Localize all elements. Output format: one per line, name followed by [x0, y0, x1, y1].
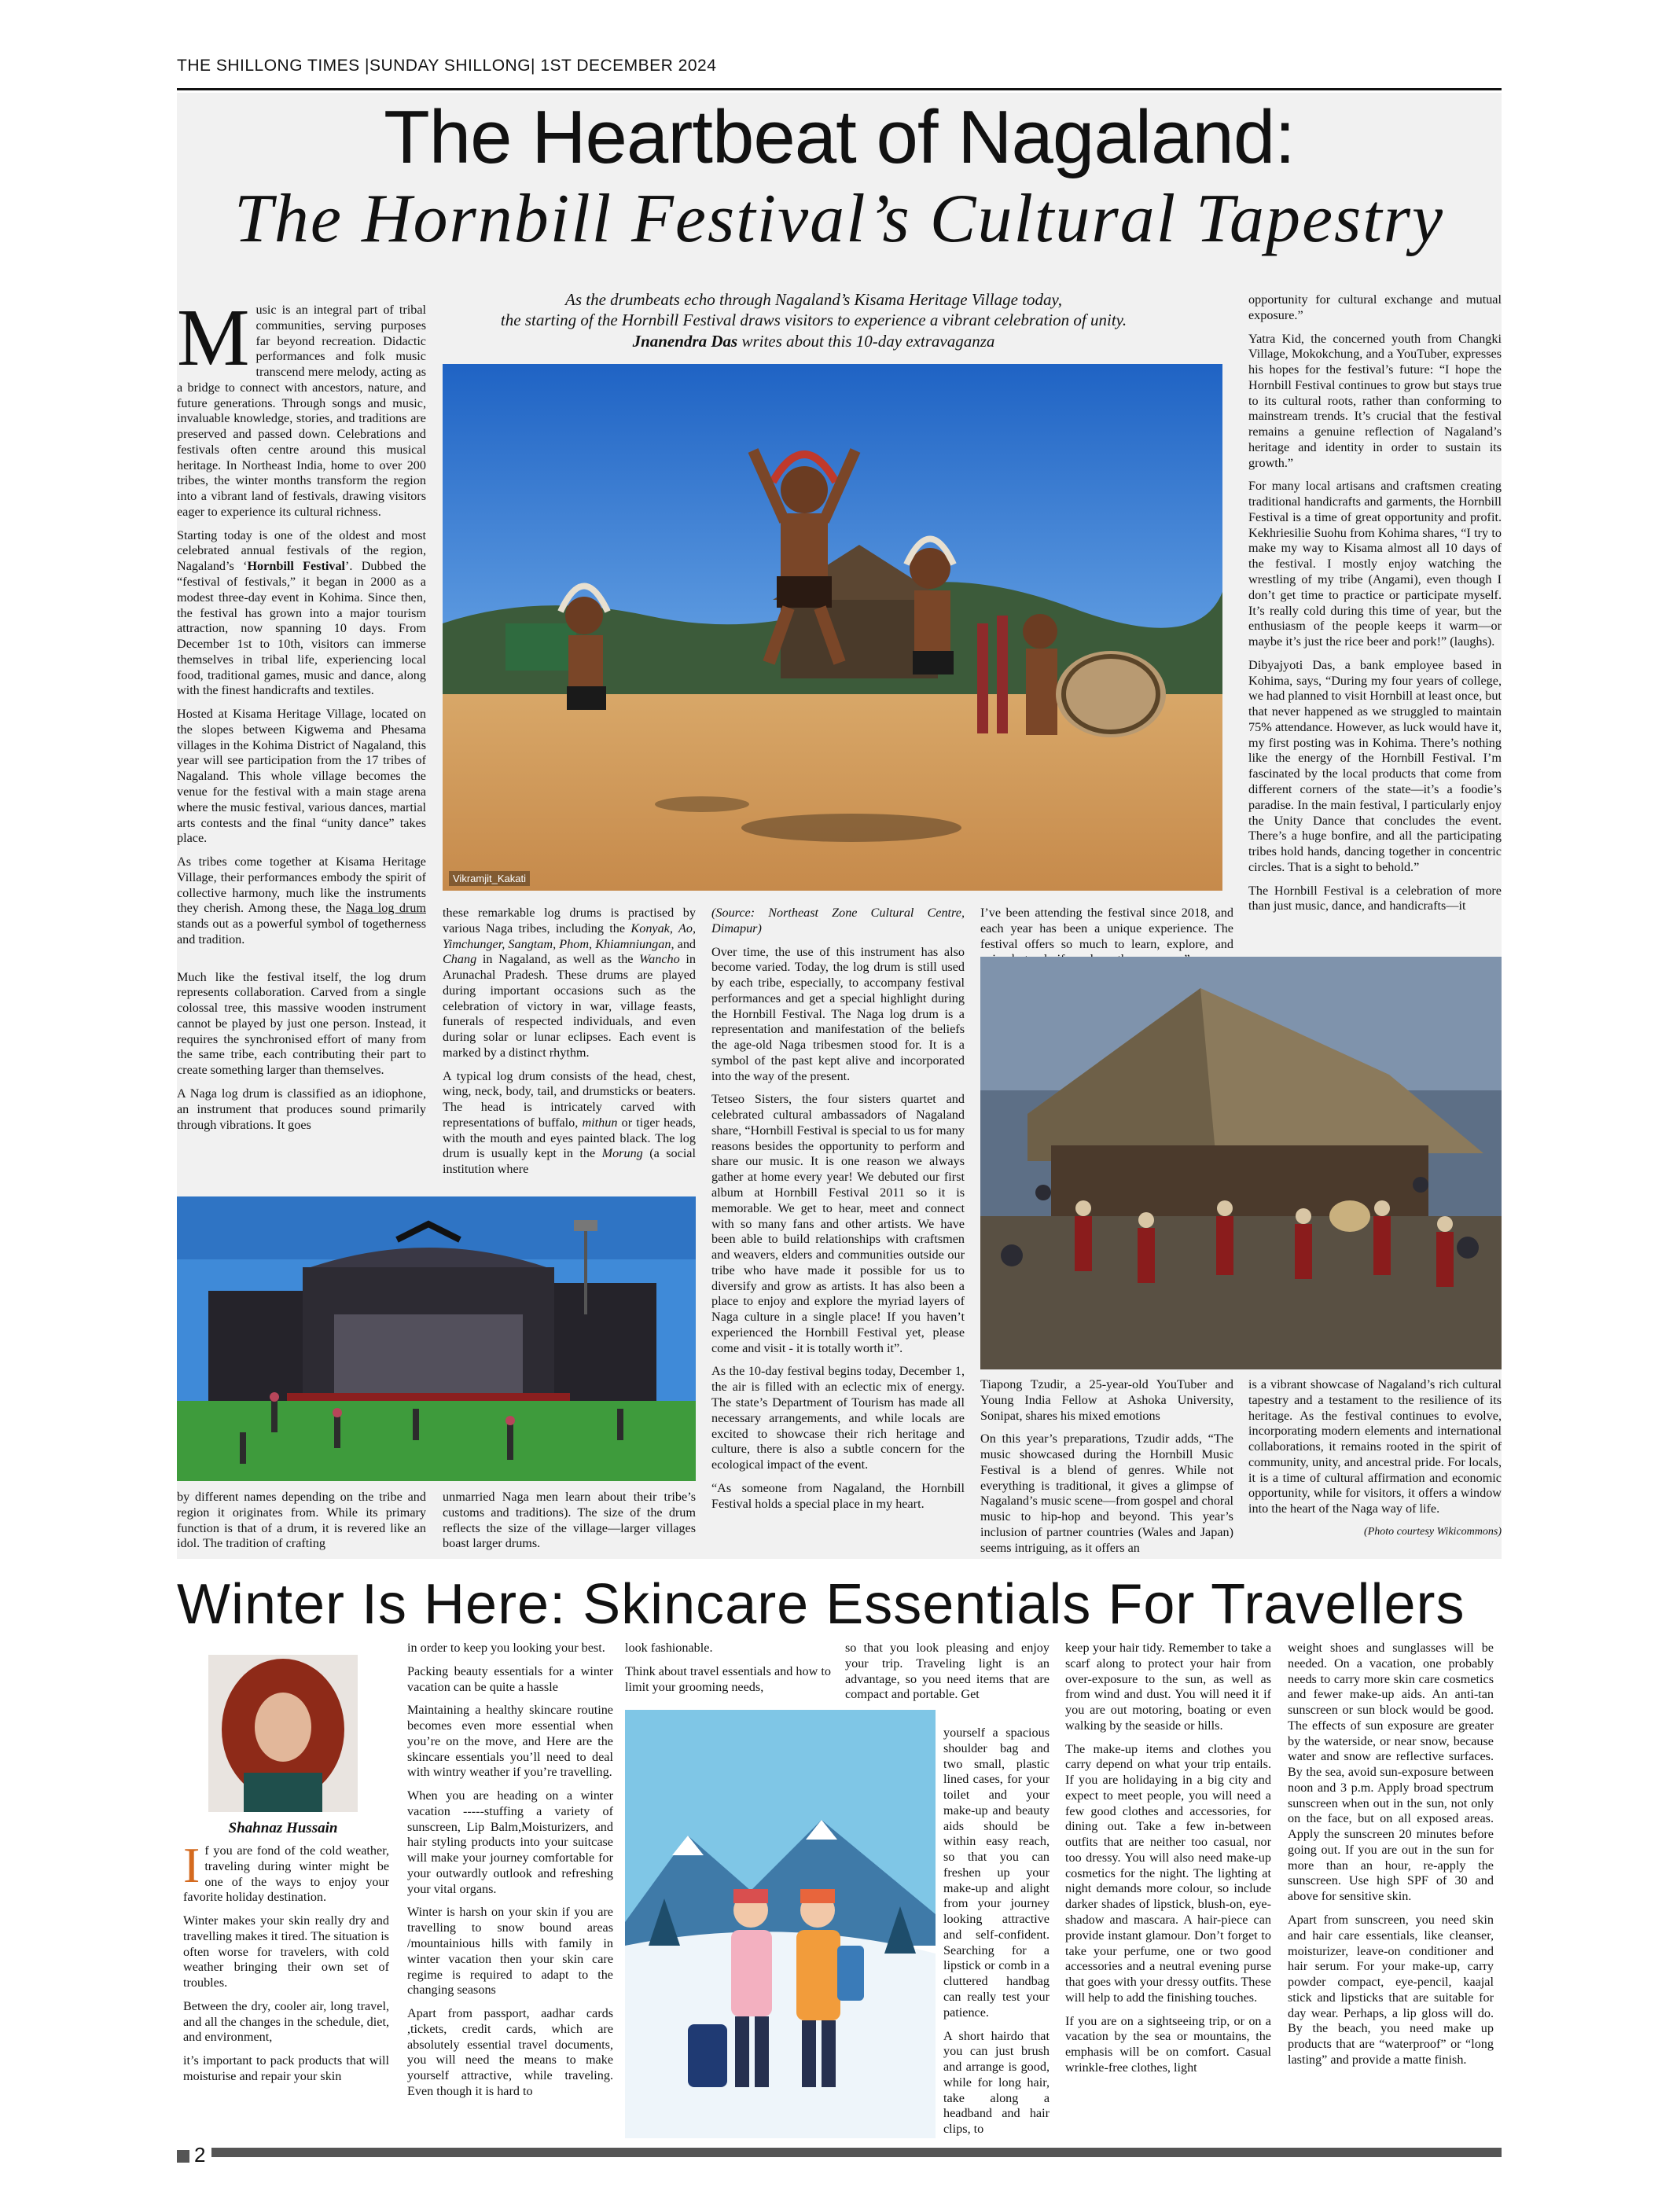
skincare-headline: Winter Is Here: Skincare Essentials For Travellers [177, 1573, 1465, 1636]
page-number [177, 2143, 211, 2167]
skincare-column-2 [407, 1641, 613, 2108]
col5-paragraph: The Hornbill Festival is a celebration of more than just music, dance, and handicrafts—it [1248, 883, 1502, 913]
col4-paragraph: I’ve been attending the festival since 2018, and each year has been a unique experience. The festival offers so much to learn, explore, and [980, 906, 1233, 951]
skincare-column-6 [1288, 1641, 1494, 2076]
col2-text: (a social institution where [443, 1146, 696, 1177]
col3-paragraph: Tetseo Sisters, the four sisters quartet and celebrated cultural ambassadors of Nagaland share, “Hornbill Festival is special to us for many reasons besides the opportunity to perform and share our music. It is one reason we always gather at home every year! We debuted our first album at Hornbill Festival 2011 so it is memorable. We get to hear, meet and connect with so many fans and other artists. We have been able to build relationships with craftsmen and weavers, elders and communities outside our tribe who have made it possible for us to diversify and grow as artists. It has also been a place to enjoy and explore the myriad layers of Naga culture in a single place! If you haven’t experienced the Hornbill Festival yet, please come and visit - it is totally worth it”. [711, 1092, 965, 1355]
photo-credit: Vikramjit_Kakati [449, 871, 530, 886]
skincare-paragraph: keep your hair tidy. Remember to take a scarf along to protect your hair from over-exposure to the sun, as well as from wind and dust. You will need it if you are out motoring, boating or even walking by the seaside or hills. [1065, 1641, 1271, 1733]
col5-paragraph: opportunity for cultural exchange and mutual exposure.” [1248, 292, 1502, 322]
bottom-continuation-2 [443, 1490, 696, 1560]
col5-paragraph: For many local artisans and craftsmen creating traditional handicrafts and garments, the Hornbill Festival is a time of great opportunity and profit. Kekhriesilie Suohu from Kohima shares, “I try to make my way to Kisama almost all 10 days of the festival. I mostly enjoy watching the wrestling of my tribe (Angami), even though I don’t get time to practice or participate myself. It’s really cold during this time of year, but the enthusiasm of the people keeps it warm—or maybe it’s just the rice beer and pork!” (laughs). [1248, 479, 1502, 649]
page-number-text: 2 [194, 2143, 206, 2167]
feature-headline: The Heartbeat of Nagaland: [384, 95, 1295, 179]
feature-subheadline: The Hornbill Festival’s Cultural Tapestry [233, 181, 1445, 257]
col2-text: in Arunachal Pradesh. These drums are played during important occasions such as the celebration of victory in war, village feasts, funerals of respected individuals, and even during solar or lunar eclipses. Each event is marked by a distinct rhythm. [443, 952, 696, 1060]
italic-word: mithun [582, 1115, 618, 1130]
skincare-paragraph: so that you look pleasing and enjoy your trip. Traveling light is an advantage, so you need items that are compact and portable. Get [845, 1641, 1050, 1702]
photo-courtesy: (Photo courtesy Wikicommons) [1364, 1525, 1502, 1538]
tribe-name: Wancho [639, 952, 680, 967]
dropcap: M [177, 292, 250, 383]
skincare-paragraph: it’s important to pack products that will moisturise and repair your skin [183, 2053, 389, 2083]
skincare-paragraph: Think about travel essentials and how to limit your grooming needs, [625, 1663, 831, 1694]
source-note: (Source: Northeast Zone Cultural Centre, Dimapur) [711, 906, 965, 935]
skincare-paragraph: look fashionable. [625, 1641, 713, 1655]
author-name: Shahnaz Hussain [228, 1820, 338, 1836]
skincare-column-4-wrap [943, 1726, 1050, 2145]
col1-text: Starting today is one of the oldest and most celebrated annual festivals of the region, Nagaland’s ‘ [177, 527, 426, 574]
col4-paragraph: On this year’s preparations, Tzudir adds, “The music showcased during the Hornbill Music Festival is a blend of genres. While not everything is traditional, it gives a glimpse of Nagaland’s music scene—from gospel and choral music to hip-hop and beyond. This year’s inclusion of partner countries (Wales and Japan) seems intriguing, as it offers an [980, 1432, 1233, 1555]
tribe-names: Konyak, Ao, Yimchunger, Sangtam, Phom, Khiamniungan, [443, 921, 696, 951]
skincare-column-4-top [845, 1641, 1050, 1711]
skincare-paragraph: in order to keep you looking your best. [407, 1641, 605, 1655]
col5-paragraph: is a vibrant showcase of Nagaland’s rich cultural tapestry and a testament to the resilience of its heritage. As the festival continues to evolve, incorporating modern elements and international collaborations, it remains rooted in the spirit of community, unity, and ancestral pride. For locals, it is a time of cultural affirmation and economic opportunity, while for visitors, it offers a window into the heart of the Naga way of life. [1248, 1377, 1502, 1516]
skincare-paragraph: Winter is harsh on your skin if you are travelling to snow bound areas /mountainious hills with family in winter vacation then your skin care regime is required to adapt to the changing seasons [407, 1905, 613, 1998]
skincare-column-3 [625, 1641, 831, 1703]
col3-paragraph: As the 10-day festival begins today, December 1, the air is filled with an eclectic mix of energy. The state’s Department of Tourism has made all necessary arrangements, and while locals are excited to showcase their rich heritage and culture, there is also a subtle concern for the ecological impact of the event. [711, 1364, 965, 1472]
feature-column-2 [443, 906, 696, 1185]
col4-paragraph: Tiapong Tzudir, a 25-year-old YouTuber and Young India Fellow at Ashoka University, Sonipat, shares his mixed emotions [980, 1377, 1233, 1423]
continuation-paragraph: unmarried Naga men learn about their tribe’s customs and traditions). The size of the drum reflects the size of the village—larger villages boast larger drums. [443, 1490, 696, 1551]
skincare-paragraph: Apart from sunscreen, you need skin and hair care essentials, like cleanser, moisturizer, leave-on conditioner and hair serum. For your make-up, carry powder compact, eye-pencil, kaajal stick and lipsticks that are suitable for day wear. Perhaps, a lip gloss will do. By the beach, you need make up products that are “waterproof” or “long lasting” and provide a matte finish. [1288, 1913, 1494, 2067]
skincare-paragraph: If you are on a sightseeing trip, or on a vacation by the sea or mountains, the emphasis will be on comfort. Casual wrinkle-free clothes, light [1065, 2013, 1271, 2075]
col1-paragraph: usic is an integral part of tribal communities, serving purposes far beyond recreation. Didactic performances and folk music transcend mere melody, acting as a bridge to connect with ancestors, nature, and future generations. Through songs and music, invaluable knowledge, stories, and traditions are preserved and passed down. Celebrations and festivals often centre around this musical heritage. In Northeast India, home to over 200 tribes, the winter months transform the region into a vibrant land of festivals, drawing visitors eager to experience its cultural richness. [177, 303, 426, 519]
feature-column-1 [177, 292, 426, 1141]
col1-paragraph: Much like the festival itself, the log drum represents collaboration. Carved from a single colossal tree, this massive wooden instrument cannot be played by just one person. Instead, it requires the synchronised effort of many from the same tribe, each contributing their part to create something larger than themselves. [177, 969, 426, 1078]
bottom-rule [177, 2148, 1502, 2157]
col1-text: stands out as a powerful symbol of togetherness and tradition. [177, 917, 426, 946]
skincare-paragraph: Packing beauty essentials for a winter vacation can be quite a hassle [407, 1663, 613, 1694]
intro-tail: writes about this 10-day extravaganza [737, 331, 995, 351]
stage-photo [177, 1196, 696, 1481]
col2-text: or tiger heads, with the mouth and eyes painted black. The log drum is usually kept in the [443, 1115, 696, 1161]
skincare-paragraph: Between the dry, cooler air, long travel, and all the changes in the schedule, diet, and environment, [183, 1998, 389, 2045]
continuation-paragraph: by different names depending on the tribe and region it originates from. While its primary function is that of a drum, it is revered like an idol. The tradition of crafting [177, 1490, 426, 1551]
skincare-paragraph: yourself a spacious shoulder bag and two small, plastic lined cases, for your toilet and your make-up and beauty aids should be within easy reach, so that you can freshen up your make-up and alight from your journey looking attractive and self-confident. Searching for a lipstick or comb in a cluttered handbag can really test your patience. [943, 1726, 1050, 2020]
col1-paragraph: Hosted at Kisama Heritage Village, located on the slopes between Kigwema and Phesama villages in the Kohima District of Nagaland, this year will see participation from the 17 tribes of Nagaland. This whole village becomes the venue for the festival with a main stage arena where the music festival, various dances, martial arts contests and the final “unity dance” takes place. [177, 707, 426, 846]
top-rule [177, 88, 1502, 90]
village-dance-photo [980, 957, 1502, 1369]
intro-author: Jnanendra Das [632, 331, 738, 351]
col2-text: and [674, 936, 697, 951]
intro-byline [425, 331, 1203, 351]
col2-text: in Nagaland, as well as the [476, 952, 640, 967]
hornbill-bold: Hornbill Festival [247, 559, 346, 574]
bottom-continuation-1 [177, 1490, 426, 1560]
italic-word: Morung [601, 1146, 643, 1161]
intro-line-1: As the drumbeats echo through Nagaland’s Kisama Heritage Village today, [565, 290, 1062, 309]
col1-paragraph: A Naga log drum is classified as an idiophone, an instrument that produces sound primarily through vibrations. It goes [177, 1086, 426, 1132]
skincare-paragraph: Winter makes your skin really dry and travelling makes it tired. The situation is often worse for travelers, with cold weather bringing their own set of troubles. [183, 1913, 389, 1990]
feature-column-3 [711, 906, 965, 1520]
feature-column-5-bottom [1248, 1377, 1502, 1538]
masthead: THE SHILLONG TIMES |SUNDAY SHILLONG| 1ST DECEMBER 2024 [177, 57, 717, 75]
skincare-paragraph: Maintaining a healthy skincare routine becomes even more essential when you’re on the move, and Here are the skincare essentials you’ll need to deal with wintry weather if you’re travelling. [407, 1703, 613, 1780]
dropcap: I [183, 1837, 200, 1893]
skincare-paragraph: The make-up items and clothes you carry depend on what your trip entails. If you are holidaying in a big city and expect to meet people, you will need a few good clothes and accessories, for dining out. Take a few in-between outfits that are neither too casual, nor too dressy. You will also need make-up cosmetics for the night. The lighting at night demands more colour, so include darker shades of lipstick, blush-on, eye-shadow and mascara. A hair-piece can provide instant glamour. Don’t forget to take your perfume, one or two good accessories and a neutral evening purse that goes with your dressy outfits. These will help to add the finishing touches. [1065, 1741, 1271, 2005]
skincare-paragraph: When you are heading on a winter vacation -----stuffing a variety of sunscreen, Lip Balm,Moisturizers, and hair styling products into your suitcase will make your journey comfortable for your outwardly outlook and refreshing your vital organs. [407, 1788, 613, 1896]
feature-intro [425, 289, 1203, 351]
col3-paragraph: “As someone from Nagaland, the Hornbill Festival holds a special place in my heart. [711, 1480, 965, 1511]
col5-paragraph: Dibyajyoti Das, a bank employee based in Kohima, says, “During my four years of college, we had planned to visit Hornbill at least once, but that never happened as we struggled to maintain 75% attendance. However, as luck would have it, my first posting was in Kohima. There’s nothing like the energy of the Hornbill Festival. I’m fascinated by the local products that come from different corners of the state—it’s a foodie’s paradise. In the main festival, I particularly enjoy the Unity Dance that concludes the event. There’s a huge bonfire, and all the participating tribes hold hands, dancing together in concentric circles. That is a sight to behold.” [1248, 657, 1502, 874]
col1-text: As tribes come together at Kisama Heritage Village, their performances embody the spirit of collective harmony, much like the instruments they cherish. Among these, the [177, 855, 426, 916]
col5-paragraph: Yatra Kid, the concerned youth from Changki Village, Mokokchung, and a YouTuber, expresses his hopes for the festival’s future: “I hope the Hornbill Festival continues to grow but stays true to its cultural roots, rather than conforming to mainstream trends. It’s crucial that the festival remains a genuine reflection of Nagaland’s heritage and identity in order to sustain its growth.” [1248, 331, 1502, 470]
log-drum-underlined: Naga log drum [346, 901, 426, 916]
skincare-paragraph: A short hairdo that you can just brush and arrange is good, while for long hair, take along a headband and hair clips, to [943, 2028, 1050, 2137]
col1-text: ’. Dubbed the “festival of festivals,” it began in 2000 as a modest three-day event in Kohima. Since then, the festival has grown into a major tourism attraction, now spanning 10 days. From December 1st to 10th, visitors can immerse themselves in tribal life, experiencing local food, traditional games, music and dance, along with the finest handicrafts and textiles. [177, 559, 426, 698]
col2-text: these remarkable log drums is practised by various Naga tribes, including the [443, 906, 696, 935]
skincare-text: f you are fond of the cold weather, traveling during winter might be one of the ways to enjoy your favorite holiday destination. [183, 1843, 389, 1905]
winter-travel-illustration [625, 1710, 936, 2138]
author-photo [208, 1655, 358, 1812]
col2-text: A typical log drum consists of the head, chest, wing, neck, body, tail, and drumsticks or beaters. The head is intricately carved with representations of buffalo, [443, 1068, 696, 1130]
feature-column-4-bottom [980, 1377, 1233, 1564]
skincare-paragraph: Apart from passport, aadhar cards ,tickets, credit cards, which are absolutely essential travel documents, you will need the means to make yourself attractive, while traveling. Even though it is hard to [407, 2006, 613, 2098]
skincare-column-5 [1065, 1641, 1271, 2084]
page-marker [177, 2150, 189, 2163]
skincare-column-1 [183, 1837, 389, 2093]
feature-column-5 [1248, 292, 1502, 922]
dancers-photo [443, 364, 1222, 891]
intro-line-2: the starting of the Hornbill Festival draws visitors to experience a vibrant celebration of unity. [500, 311, 1127, 330]
col3-paragraph: Over time, the use of this instrument has also become varied. Today, the log drum is still used by each tribe, especially, to accompany festival performances and get a special highlight during the Hornbill Festival. The Naga log drum is a representation and manifestation of the beliefs the age-old Naga tribesmen stood for. It is a symbol of the past kept alive and incorporated into the way of the present. [711, 944, 965, 1083]
skincare-paragraph: weight shoes and sunglasses will be needed. On a vacation, one probably needs to carry more skin care cosmetics and fewer make-up aids. An anti-tan sunscreen or sun block would be good. The effects of sun exposure are greater by the waterside, or near snow, because water and snow are reflective surfaces. By the sea, avoid sun-exposure between noon and 3 p.m. Apply broad spectrum sunscreen when out in the sun, not only on the face, but on all exposed areas. Apply the sunscreen 20 minutes before going out. If you are out in the sun for more than an hour, re-apply the sunscreen. Use high SPF of 30 and above for sensitive skin. [1288, 1641, 1494, 1904]
tribe-name: Chang [443, 952, 477, 967]
